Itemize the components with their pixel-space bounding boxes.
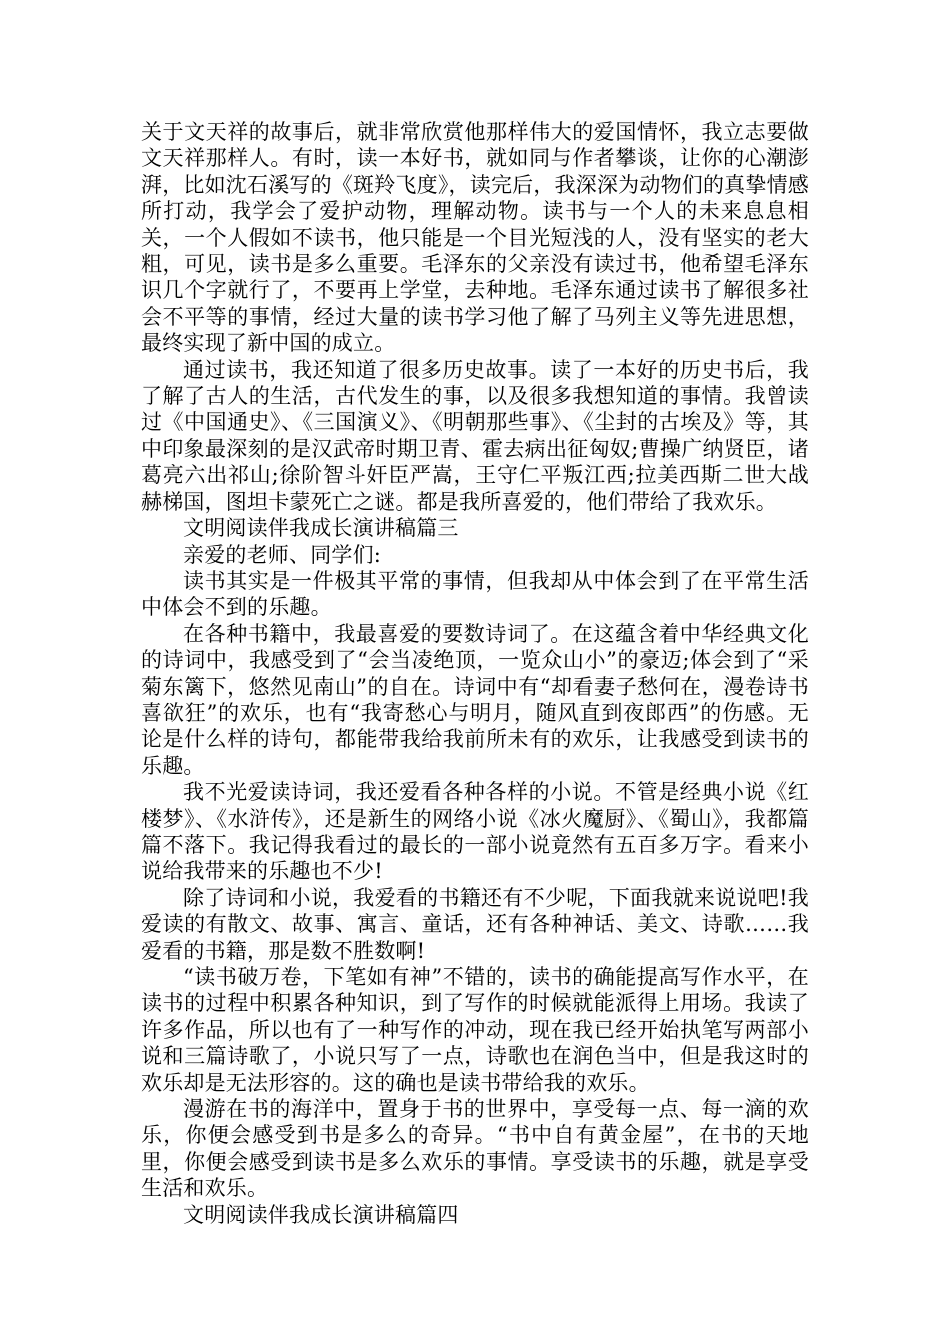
paragraph-7: 我不光爱读诗词，我还爱看各种各样的小说。不管是经典小说《红楼梦》、《水浒传》，还是新生的网络小说《冰火魔厨》、《蜀山》，我都篇篇不落下。我记得我看过的最长的一部小说竟然有五百多万字。看来小说给我带来的乐趣也不少! [141, 780, 809, 884]
document-body [141, 119, 809, 1228]
section-heading-3: 文明阅读伴我成长演讲稿篇三 [183, 516, 459, 541]
section-heading-4: 文明阅读伴我成长演讲稿篇四 [183, 1202, 459, 1227]
paragraph-6: 在各种书籍中，我最喜爱的要数诗词了。在这蕴含着中华经典文化的诗词中，我感受到了“会当凌绝顶，一览众山小”的豪迈;体会到了“采菊东篱下，悠然见南山”的自在。诗词中有“却看妻子愁何在，漫卷诗书喜欲狂”的欢乐，也有“我寄愁心与明月，随风直到夜郎西”的伤感。无论是什么样的诗句，都能带我给我前所未有的欢乐，让我感受到读书的乐趣。 [141, 621, 809, 778]
paragraph-10: 漫游在书的海洋中，置身于书的世界中，享受每一点、每一滴的欢乐，你便会感受到书是多么的奇异。“书中自有黄金屋”，在书的天地里，你便会感受到读书是多么欢乐的事情。享受读书的乐趣，就是享受生活和欢乐。 [141, 1097, 809, 1201]
paragraph-2: 通过读书，我还知道了很多历史故事。读了一本好的历史书后，我了解了古人的生活，古代发生的事，以及很多我想知道的事情。我曾读过《中国通史》、《三国演义》、《明朝那些事》、《尘封的古埃及》等，其中印象最深刻的是汉武帝时期卫青、霍去病出征匈奴;曹操广纳贤臣，诸葛亮六出祁山;徐阶智斗奸臣严嵩，王守仁平叛江西;拉美西斯二世大战赫梯国，图坦卡蒙死亡之谜。都是我所喜爱的，他们带给了我欢乐。 [141, 357, 809, 514]
paragraph-5: 读书其实是一件极其平常的事情，但我却从中体会到了在平常生活中体会不到的乐趣。 [141, 568, 809, 620]
salutation: 亲爱的老师、同学们: [183, 542, 382, 567]
paragraph-8: 除了诗词和小说，我爱看的书籍还有不少呢，下面我就来说说吧!我爱读的有散文、故事、寓言、童话，还有各种神话、美文、诗歌……我爱看的书籍，那是数不胜数啊! [141, 885, 809, 963]
paragraph-1: 关于文天祥的故事后，就非常欣赏他那样伟大的爱国情怀，我立志要做文天祥那样人。有时，读一本好书，就如同与作者攀谈，让你的心潮澎湃，比如沈石溪写的《斑羚飞度》，读完后，我深深为动物们的真挚情感所打动，我学会了爱护动物，理解动物。读书与一个人的未来息息相关，一个人假如不读书，他只能是一个目光短浅的人，没有坚实的老大粗，可见，读书是多么重要。毛泽东的父亲没有读过书，他希望毛泽东识几个字就行了，不要再上学堂，去种地。毛泽东通过读书了解很多社会不平等的事情，经过大量的读书学习他了解了马列主义等先进思想，最终实现了新中国的成立。 [141, 120, 809, 356]
paragraph-9: “读书破万卷，下笔如有神”不错的，读书的确能提高写作水平，在读书的过程中积累各种知识，到了写作的时候就能派得上用场。我读了许多作品，所以也有了一种写作的冲动，现在我已经开始执笔写两部小说和三篇诗歌了，小说只写了一点，诗歌也在润色当中，但是我这时的欢乐却是无法形容的。这的确也是读书带给我的欢乐。 [141, 965, 809, 1095]
